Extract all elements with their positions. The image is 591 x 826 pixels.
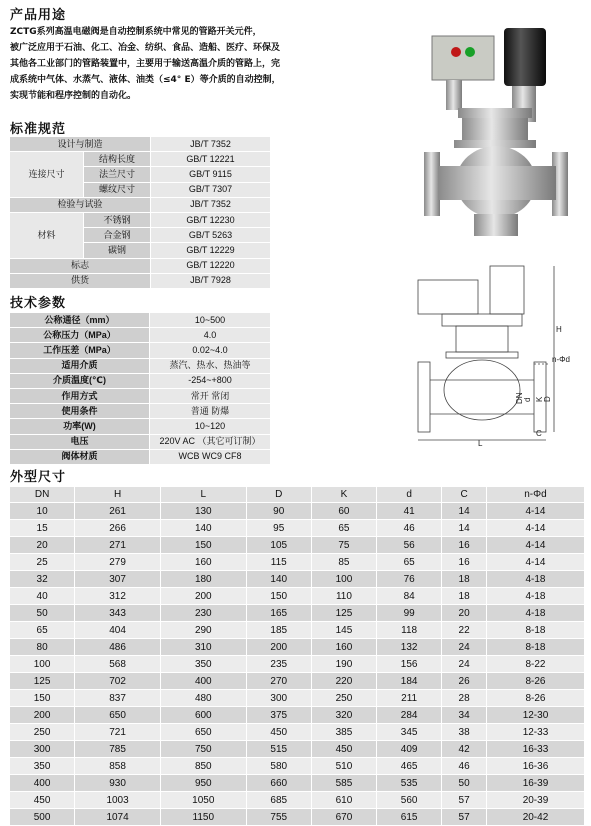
table-cell: 279 [75, 554, 161, 571]
table-cell: 26 [442, 673, 487, 690]
table-row [10, 741, 585, 758]
tech-title: 技术参数 [10, 296, 67, 311]
table-cell: 660 [246, 775, 311, 792]
table-cell: 235 [246, 656, 311, 673]
table-cell: 450 [311, 741, 376, 758]
std-value: GB/T 12220 [151, 258, 271, 273]
table-cell: 84 [377, 588, 442, 605]
std-label: 不锈钢 [84, 212, 151, 227]
column-header: n-Φd [486, 487, 584, 503]
table-cell: 266 [75, 520, 161, 537]
std-label: 法兰尺寸 [84, 167, 151, 182]
drawing-control-box [418, 280, 478, 314]
intro-line: ZCTG系列高温电磁阀是自动控制系统中常见的管路开关元件， [10, 27, 262, 37]
table-row [10, 775, 585, 792]
table-cell: 343 [75, 605, 161, 622]
table-cell: 670 [311, 809, 376, 826]
table-cell: 4-18 [486, 571, 584, 588]
table-row [10, 328, 271, 343]
std-label: 设计与制造 [10, 137, 151, 152]
std-group-label: 材料 [10, 212, 84, 258]
table-cell: 99 [377, 605, 442, 622]
table-cell: 40 [10, 588, 75, 605]
table-cell: 4-14 [486, 503, 584, 520]
table-cell: 16-39 [486, 775, 584, 792]
table-cell: 930 [75, 775, 161, 792]
tech-label: 介质温度(℃) [10, 373, 150, 388]
table-cell: 486 [75, 639, 161, 656]
drawing-left-flange [418, 362, 430, 432]
table-cell: 85 [311, 554, 376, 571]
table-row [10, 571, 585, 588]
dimension-drawing [398, 262, 588, 447]
column-header: K [311, 487, 376, 503]
table-cell: 1150 [160, 809, 246, 826]
table-cell: 450 [10, 792, 75, 809]
table-cell: 4-14 [486, 520, 584, 537]
table-cell: 310 [160, 639, 246, 656]
table-cell: 14 [442, 520, 487, 537]
table-row [10, 724, 585, 741]
table-cell: 4-14 [486, 537, 584, 554]
column-header: d [377, 487, 442, 503]
table-cell: 165 [246, 605, 311, 622]
table-cell: 250 [311, 690, 376, 707]
intro-line: 实现节能和程序控制的自动化。 [10, 91, 137, 101]
table-row [10, 419, 271, 434]
table-row [10, 622, 585, 639]
table-cell: 480 [160, 690, 246, 707]
tech-value: 4.0 [150, 328, 271, 343]
drawing-label-h: H [556, 325, 562, 334]
std-label: 供货 [10, 273, 151, 288]
table-cell: 8-26 [486, 673, 584, 690]
table-cell: 14 [442, 503, 487, 520]
table-cell: 156 [377, 656, 442, 673]
table-cell: 145 [311, 622, 376, 639]
table-row [10, 434, 271, 449]
table-row [10, 373, 271, 388]
table-row [10, 554, 585, 571]
table-cell: 560 [377, 792, 442, 809]
table-cell: 1003 [75, 792, 161, 809]
table-cell: 41 [377, 503, 442, 520]
table-cell: 755 [246, 809, 311, 826]
table-row [10, 656, 585, 673]
std-value: GB/T 12221 [151, 152, 271, 167]
table-cell: 24 [442, 639, 487, 656]
table-cell: 140 [246, 571, 311, 588]
table-cell: 100 [10, 656, 75, 673]
std-group-label: 连接尺寸 [10, 152, 84, 198]
intro-line: 被广泛应用于石油、化工、冶金、纺织、食品、造船、医疗、环保及 [10, 43, 281, 53]
table-cell: 600 [160, 707, 246, 724]
table-cell: 307 [75, 571, 161, 588]
table-cell: 28 [442, 690, 487, 707]
table-cell: 160 [311, 639, 376, 656]
table-cell: 20-39 [486, 792, 584, 809]
table-cell: 4-18 [486, 605, 584, 622]
table-cell: 8-18 [486, 639, 584, 656]
std-label: 碳钢 [84, 243, 151, 258]
tech-label: 公称通径（mm） [10, 313, 150, 328]
std-value: GB/T 12229 [151, 243, 271, 258]
table-cell: 12-33 [486, 724, 584, 741]
table-cell: 409 [377, 741, 442, 758]
tech-label: 公称压力（MPa） [10, 328, 150, 343]
std-label: 螺纹尺寸 [84, 182, 151, 197]
table-cell: 8-18 [486, 622, 584, 639]
table-cell: 261 [75, 503, 161, 520]
table-cell: 10 [10, 503, 75, 520]
drawing-label-nphid: n-Φd [552, 355, 570, 364]
table-cell: 65 [311, 520, 376, 537]
table-cell: 837 [75, 690, 161, 707]
drawing-coil [490, 266, 524, 314]
table-cell: 271 [75, 537, 161, 554]
table-row [10, 358, 271, 373]
left-flange [424, 152, 440, 216]
table-cell: 1074 [75, 809, 161, 826]
table-cell: 46 [442, 758, 487, 775]
table-cell: 320 [311, 707, 376, 724]
table-cell: 610 [311, 792, 376, 809]
table-cell: 510 [311, 758, 376, 775]
table-cell: 702 [75, 673, 161, 690]
drawing-label-d-outer: D [543, 396, 552, 402]
table-row [10, 212, 271, 227]
tech-label: 电压 [10, 434, 150, 449]
table-cell: 211 [377, 690, 442, 707]
table-cell: 385 [311, 724, 376, 741]
table-cell: 75 [311, 537, 376, 554]
table-cell: 858 [75, 758, 161, 775]
tech-label: 功率(W) [10, 419, 150, 434]
tech-value: 10~120 [150, 419, 271, 434]
table-row [10, 137, 271, 152]
column-header: L [160, 487, 246, 503]
table-cell: 284 [377, 707, 442, 724]
table-cell: 250 [10, 724, 75, 741]
table-cell: 4-14 [486, 554, 584, 571]
table-row [10, 404, 271, 419]
table-cell: 450 [246, 724, 311, 741]
table-cell: 8-22 [486, 656, 584, 673]
drawing-bonnet-flange [446, 352, 518, 358]
valve-base [474, 214, 518, 236]
intro-text [10, 24, 370, 104]
table-cell: 15 [10, 520, 75, 537]
table-cell: 350 [10, 758, 75, 775]
table-cell: 300 [246, 690, 311, 707]
green-indicator-icon [465, 47, 475, 57]
solenoid-coil [504, 28, 546, 86]
table-cell: 118 [377, 622, 442, 639]
table-cell: 105 [246, 537, 311, 554]
standard-title: 标准规范 [10, 122, 67, 137]
table-cell: 16-33 [486, 741, 584, 758]
intro-line: 成系统中气体、水蒸气、液体、油类（≤4° E）等介质的自动控制， [10, 75, 281, 85]
table-cell: 80 [10, 639, 75, 656]
table-cell: 140 [160, 520, 246, 537]
std-value: JB/T 7352 [151, 197, 271, 212]
table-cell: 750 [160, 741, 246, 758]
table-cell: 200 [246, 639, 311, 656]
table-cell: 650 [160, 724, 246, 741]
table-cell: 400 [160, 673, 246, 690]
table-cell: 375 [246, 707, 311, 724]
std-value: GB/T 5263 [151, 228, 271, 243]
tech-table [9, 312, 271, 465]
table-cell: 25 [10, 554, 75, 571]
table-cell: 1050 [160, 792, 246, 809]
drawing-label-dn: DN [515, 392, 524, 404]
tech-label: 使用条件 [10, 404, 150, 419]
table-cell: 515 [246, 741, 311, 758]
table-cell: 16-36 [486, 758, 584, 775]
table-cell: 115 [246, 554, 311, 571]
table-cell: 180 [160, 571, 246, 588]
table-cell: 404 [75, 622, 161, 639]
table-cell: 110 [311, 588, 376, 605]
table-row [10, 388, 271, 403]
table-cell: 685 [246, 792, 311, 809]
table-cell: 721 [75, 724, 161, 741]
table-cell: 400 [10, 775, 75, 792]
table-cell: 65 [10, 622, 75, 639]
table-cell: 950 [160, 775, 246, 792]
table-cell: 200 [10, 707, 75, 724]
table-cell: 270 [246, 673, 311, 690]
table-header-row [10, 487, 585, 503]
bracket [458, 108, 532, 118]
table-cell: 500 [10, 809, 75, 826]
table-cell: 535 [377, 775, 442, 792]
table-cell: 290 [160, 622, 246, 639]
drawing-bonnet [456, 326, 508, 352]
table-cell: 350 [160, 656, 246, 673]
table-cell: 190 [311, 656, 376, 673]
table-row [10, 152, 271, 167]
table-cell: 90 [246, 503, 311, 520]
dimensions-table [9, 486, 585, 826]
drawing-bracket [442, 314, 522, 326]
table-row [10, 313, 271, 328]
tech-label: 适用介质 [10, 358, 150, 373]
table-row [10, 449, 271, 464]
table-cell: 580 [246, 758, 311, 775]
table-cell: 150 [160, 537, 246, 554]
table-cell: 76 [377, 571, 442, 588]
table-cell: 65 [377, 554, 442, 571]
table-cell: 50 [442, 775, 487, 792]
table-cell: 32 [10, 571, 75, 588]
table-cell: 125 [10, 673, 75, 690]
table-row [10, 673, 585, 690]
table-cell: 185 [246, 622, 311, 639]
tech-label: 阀体材质 [10, 449, 150, 464]
table-cell: 785 [75, 741, 161, 758]
column-header: D [246, 487, 311, 503]
column-header: C [442, 487, 487, 503]
drawing-label-l: L [478, 439, 483, 448]
table-cell: 46 [377, 520, 442, 537]
std-value: JB/T 7928 [151, 273, 271, 288]
table-row [10, 537, 585, 554]
drawing-body [444, 360, 520, 420]
table-cell: 345 [377, 724, 442, 741]
table-cell: 20 [10, 537, 75, 554]
table-row [10, 758, 585, 775]
table-row [10, 343, 271, 358]
table-row [10, 273, 271, 288]
dims-title: 外型尺寸 [10, 470, 67, 485]
column-header: H [75, 487, 161, 503]
standards-table [9, 136, 271, 289]
intro-line: 其他各工业部门的管路装置中，主要用于输送高温介质的管路上，完 [10, 59, 281, 69]
tech-value: 常开 常闭 [150, 388, 271, 403]
tech-value: 10~500 [150, 313, 271, 328]
table-row [10, 588, 585, 605]
table-cell: 125 [311, 605, 376, 622]
table-cell: 56 [377, 537, 442, 554]
table-row [10, 258, 271, 273]
tech-value: 220V AC （其它可订制） [150, 434, 271, 449]
table-row [10, 605, 585, 622]
table-cell: 220 [311, 673, 376, 690]
drawing-label-c: C [536, 429, 542, 438]
table-cell: 57 [442, 792, 487, 809]
tech-label: 工作压差（MPa） [10, 343, 150, 358]
std-value: GB/T 9115 [151, 167, 271, 182]
table-cell: 4-18 [486, 588, 584, 605]
table-cell: 150 [10, 690, 75, 707]
conduit [446, 80, 462, 110]
table-cell: 132 [377, 639, 442, 656]
table-row [10, 690, 585, 707]
table-cell: 38 [442, 724, 487, 741]
table-row [10, 792, 585, 809]
table-cell: 8-26 [486, 690, 584, 707]
column-header: DN [10, 487, 75, 503]
table-cell: 312 [75, 588, 161, 605]
table-cell: 465 [377, 758, 442, 775]
table-cell: 42 [442, 741, 487, 758]
tech-value: WCB WC9 CF8 [150, 449, 271, 464]
table-cell: 16 [442, 554, 487, 571]
table-row [10, 520, 585, 537]
table-cell: 18 [442, 571, 487, 588]
drawing-label-k: K [535, 396, 544, 402]
control-box [432, 36, 494, 80]
table-cell: 24 [442, 656, 487, 673]
table-cell: 34 [442, 707, 487, 724]
table-row [10, 707, 585, 724]
table-cell: 20-42 [486, 809, 584, 826]
std-value: GB/T 7307 [151, 182, 271, 197]
table-row [10, 809, 585, 826]
table-cell: 50 [10, 605, 75, 622]
table-cell: 16 [442, 537, 487, 554]
table-cell: 150 [246, 588, 311, 605]
table-cell: 650 [75, 707, 161, 724]
table-cell: 184 [377, 673, 442, 690]
table-cell: 22 [442, 622, 487, 639]
table-cell: 585 [311, 775, 376, 792]
table-cell: 18 [442, 588, 487, 605]
table-row [10, 503, 585, 520]
tech-value: 普通 防爆 [150, 404, 271, 419]
pipe-section [438, 166, 556, 200]
std-label: 结构长度 [84, 152, 151, 167]
table-cell: 100 [311, 571, 376, 588]
table-cell: 130 [160, 503, 246, 520]
drawing-label-d: d [523, 397, 532, 402]
table-cell: 95 [246, 520, 311, 537]
table-cell: 200 [160, 588, 246, 605]
table-cell: 160 [160, 554, 246, 571]
table-row [10, 639, 585, 656]
std-value: GB/T 12230 [151, 212, 271, 227]
table-cell: 850 [160, 758, 246, 775]
tech-label: 作用方式 [10, 388, 150, 403]
std-label: 检验与试验 [10, 197, 151, 212]
table-cell: 300 [10, 741, 75, 758]
red-indicator-icon [451, 47, 461, 57]
std-label: 标志 [10, 258, 151, 273]
usage-title: 产品用途 [10, 8, 67, 23]
std-label: 合金钢 [84, 228, 151, 243]
std-value: JB/T 7352 [151, 137, 271, 152]
table-cell: 615 [377, 809, 442, 826]
tech-value: 蒸汽、热水、热油等 [150, 358, 271, 373]
table-cell: 57 [442, 809, 487, 826]
table-row [10, 197, 271, 212]
tech-value: -254~+800 [150, 373, 271, 388]
table-cell: 568 [75, 656, 161, 673]
table-cell: 20 [442, 605, 487, 622]
table-cell: 12-30 [486, 707, 584, 724]
valve-photo [418, 24, 578, 256]
table-cell: 230 [160, 605, 246, 622]
tech-value: 0.02~4.0 [150, 343, 271, 358]
table-cell: 60 [311, 503, 376, 520]
